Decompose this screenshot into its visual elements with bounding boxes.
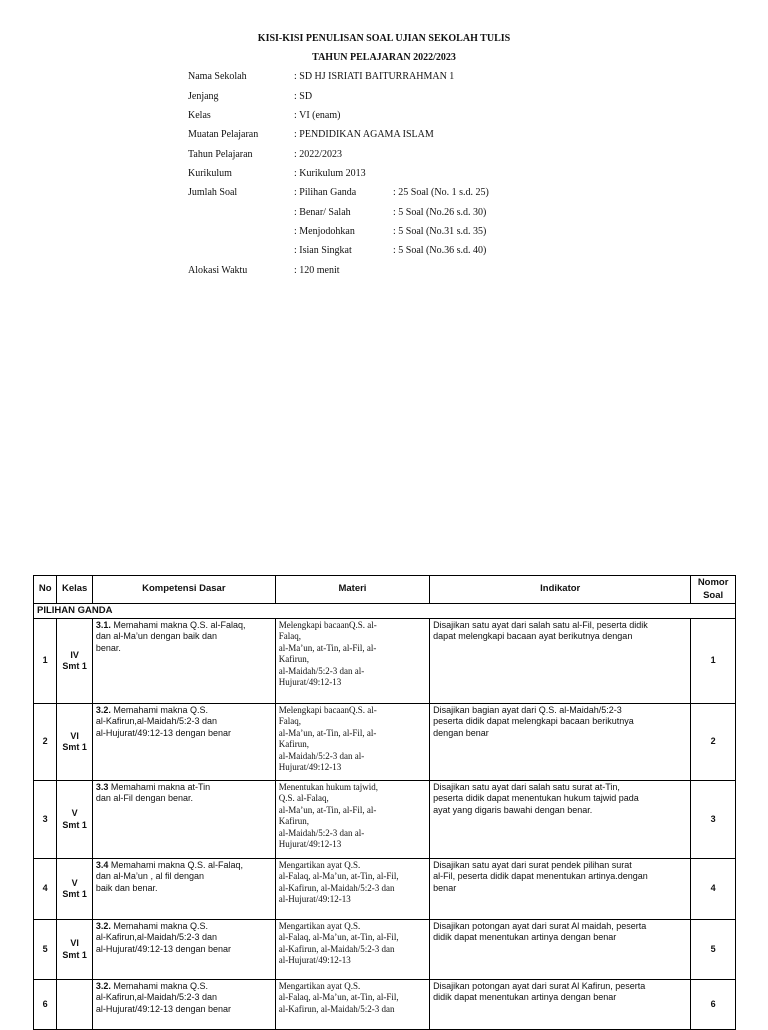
cell-indikator: Disajikan satu ayat dari salah satu surat at-Tin, peserta didik dapat menentukan hukum tajwid pada ayat yang digaris bawahi dengan benar. [430,781,691,859]
info-value: : PENDIDIKAN AGAMA ISLAM [294,129,434,140]
cell-indikator: Disajikan satu ayat dari salah satu al-Fil, peserta didik dapat melengkapi bacaan ayat berikutnya dengan [430,619,691,704]
cell-nomor-soal: 5 [691,920,736,980]
info-value: : Menjodohkan [294,226,355,237]
cell-indikator: Disajikan satu ayat dari surat pendek pilihan surat al-Fil, peserta didik dapat menentukan artinya.dengan benar [430,859,691,920]
cell-nomor-soal: 6 [691,980,736,1030]
info-value: : VI (enam) [294,110,341,121]
grid-table [33,575,736,1030]
info-label: Nama Sekolah [188,71,247,82]
section-title: PILIHAN GANDA [34,604,736,619]
table-row [34,920,736,980]
info-value: : Kurikulum 2013 [294,168,366,179]
cell-indikator: Disajikan potongan ayat dari surat Al Kafirun, peserta didik dapat menentukan artinya dengan benar [430,980,691,1030]
info-extra: : 25 Soal (No. 1 s.d. 25) [393,187,489,198]
cell-nomor-soal: 2 [691,704,736,781]
cell-kelas: VI Smt 1 [57,920,93,980]
cell-indikator: Disajikan bagian ayat dari Q.S. al-Maidah/5:2-3 peserta didik dapat melengkapi bacaan berikutnya dengan benar [430,704,691,781]
info-value: : SD HJ ISRIATI BAITURRAHMAN 1 [294,71,455,82]
cell-kelas [57,980,93,1030]
info-label: Jumlah Soal [188,187,238,198]
cell-materi: Mengartikan ayat Q.S. al-Falaq, al-Ma’un, at-Tin, al-Fil, al-Kafirun, al-Maidah/5:2-3 dan al-Hujurat/49:12-13 [275,859,429,920]
cell-kompetensi-dasar: 3.1. Memahami makna Q.S. al-Falaq, dan al-Ma’un dengan baik dan benar. [92,619,275,704]
table-row [34,980,736,1030]
cell-indikator: Disajikan potongan ayat dari surat Al maidah, peserta didik dapat menentukan artinya dengan benar [430,920,691,980]
cell-kompetensi-dasar: 3.2. Memahami makna Q.S. al-Kafirun,al-Maidah/5:2-3 dan al-Hujurat/49:12-13 dengan benar [92,704,275,781]
cell-nomor-soal: 1 [691,619,736,704]
cell-kompetensi-dasar: 3.2. Memahami makna Q.S. al-Kafirun,al-Maidah/5:2-3 dan al-Hujurat/49:12-13 dengan benar [92,980,275,1030]
cell-no: 2 [34,704,57,781]
cell-kelas: VI Smt 1 [57,704,93,781]
cell-kelas: V Smt 1 [57,781,93,859]
info-extra: : 5 Soal (No.36 s.d. 40) [393,245,487,256]
cell-no: 6 [34,980,57,1030]
info-value: : 2022/2023 [294,149,343,160]
info-value: : Isian Singkat [294,245,352,256]
cell-nomor-soal: 4 [691,859,736,920]
header-indikator: Indikator [430,576,691,604]
header-nomor-soal: Nomor Soal [691,576,736,604]
info-label: Alokasi Waktu [188,265,248,276]
cell-no: 3 [34,781,57,859]
table-row [34,859,736,920]
cell-materi: Melengkapi bacaanQ.S. al- Falaq, al-Ma’un, at-Tin, al-Fil, al- Kafirun, al-Maidah/5:2-3 dan al- Hujurat/49:12-13 [275,619,429,704]
cell-no: 4 [34,859,57,920]
cell-materi: Mengartikan ayat Q.S. al-Falaq, al-Ma’un, at-Tin, al-Fil, al-Kafirun, al-Maidah/5:2-3 dan al-Hujurat/49:12-13 [275,920,429,980]
table-header-row [34,576,736,604]
info-value: : Pilihan Ganda [294,187,357,198]
section-row [34,604,736,619]
info-label: Muatan Pelajaran [188,129,259,140]
info-extra: : 5 Soal (No.31 s.d. 35) [393,226,487,237]
cell-no: 1 [34,619,57,704]
header-kompetensi-dasar: Kompetensi Dasar [92,576,275,604]
table-row [34,619,736,704]
cell-kompetensi-dasar: 3.4 Memahami makna Q.S. al-Falaq, dan al-Ma’un , al fil dengan baik dan benar. [92,859,275,920]
header-no: No [34,576,57,604]
header-materi: Materi [275,576,429,604]
cell-no: 5 [34,920,57,980]
cell-kelas: IV Smt 1 [57,619,93,704]
cell-materi: Mengartikan ayat Q.S. al-Falaq, al-Ma’un, at-Tin, al-Fil, al-Kafirun, al-Maidah/5:2-3 dan [275,980,429,1030]
info-extra: : 5 Soal (No.26 s.d. 30) [393,207,487,218]
cell-materi: Menentukan hukum tajwid, Q.S. al-Falaq, al-Ma’un, at-Tin, al-Fil, al- Kafirun, al-Maidah/5:2-3 dan al- Hujurat/49:12-13 [275,781,429,859]
info-label: Jenjang [188,91,219,102]
document-subtitle: TAHUN PELAJARAN 2022/2023 [312,52,456,63]
cell-kelas: V Smt 1 [57,859,93,920]
info-value: : Benar/ Salah [294,207,351,218]
cell-materi: Melengkapi bacaanQ.S. al- Falaq, al-Ma’un, at-Tin, al-Fil, al- Kafirun, al-Maidah/5:2-3 dan al- Hujurat/49:12-13 [275,704,429,781]
info-value: : SD [294,91,313,102]
header-kelas: Kelas [57,576,93,604]
info-value: : 120 menit [294,265,340,276]
info-label: Kurikulum [188,168,232,179]
cell-nomor-soal: 3 [691,781,736,859]
document-title: KISI-KISI PENULISAN SOAL UJIAN SEKOLAH TULIS [257,33,511,44]
cell-kompetensi-dasar: 3.3 Memahami makna at-Tin dan al-Fil dengan benar. [92,781,275,859]
info-label: Tahun Pelajaran [188,149,253,160]
cell-kompetensi-dasar: 3.2. Memahami makna Q.S. al-Kafirun,al-Maidah/5:2-3 dan al-Hujurat/49:12-13 dengan benar [92,920,275,980]
table-row [34,781,736,859]
info-label: Kelas [188,110,211,121]
table-row [34,704,736,781]
